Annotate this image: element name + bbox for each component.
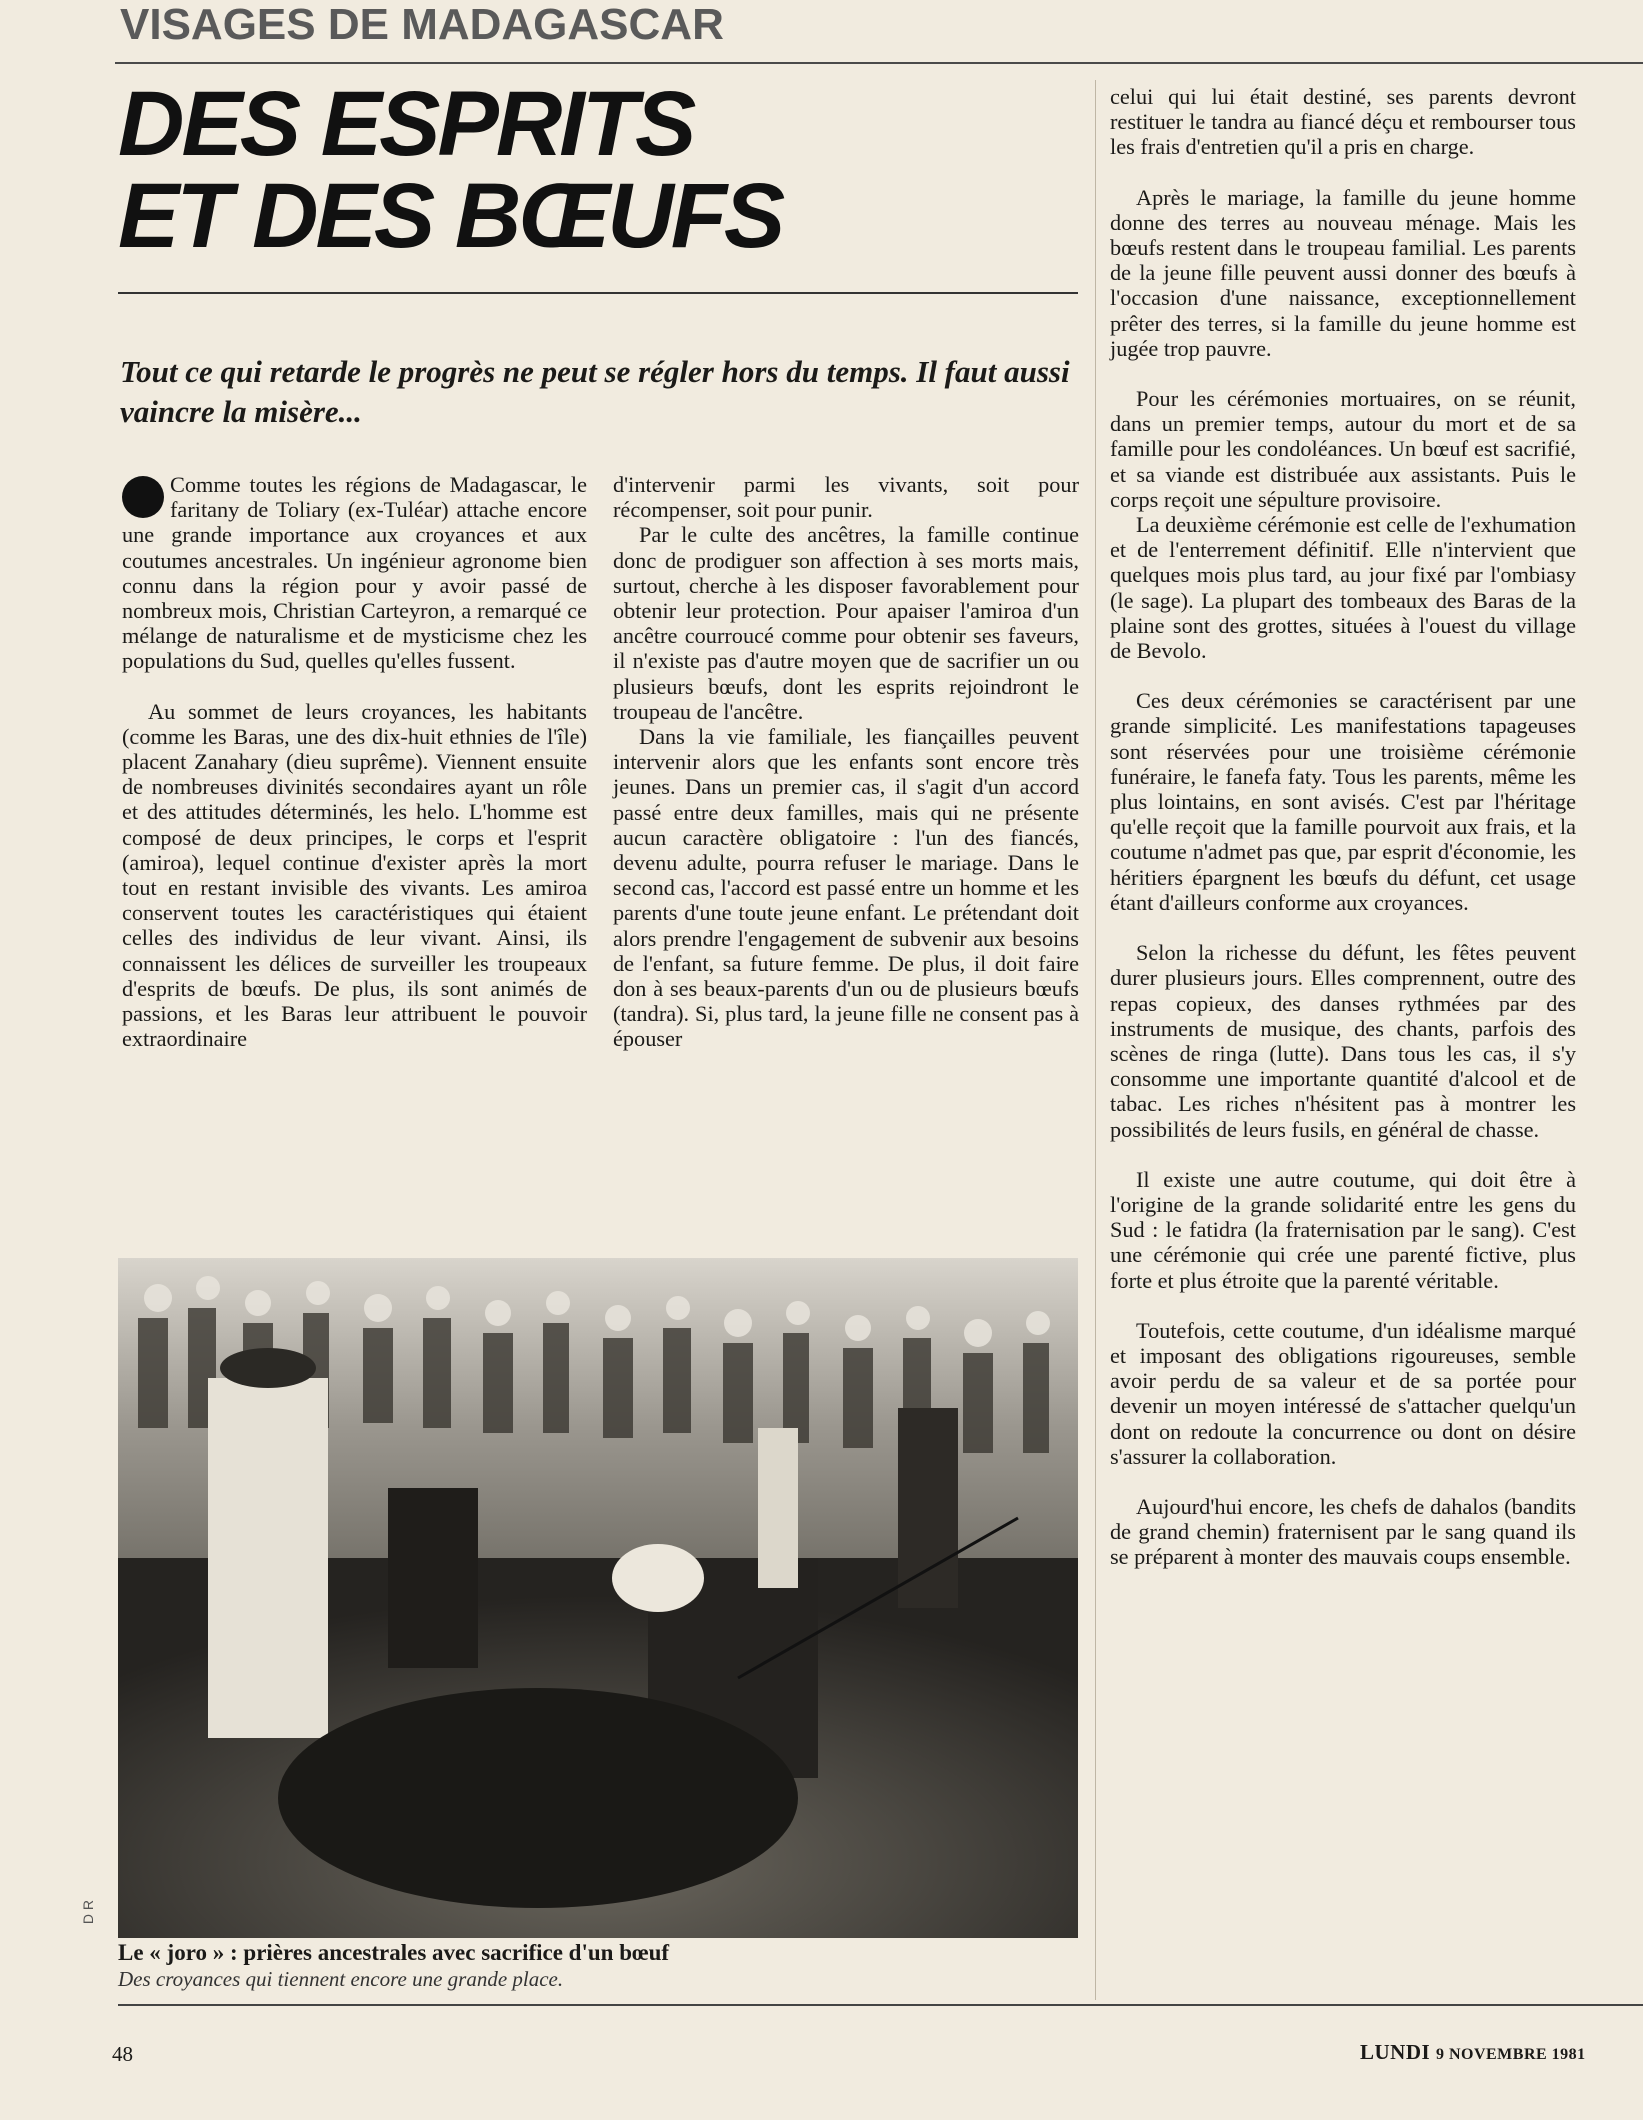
paragraph: La deuxième cérémonie est celle de l'exhumation et de l'enterrement définitif. Elle n'intervient que quelques mois plus tard, au jour fixé par l'ombiasy (le sage). La plupart des tombeaux des Baras de la plaine sont des grottes, situées à l'ouest du village de Bevolo. [1110, 512, 1576, 664]
paragraph: Selon la richesse du défunt, les fêtes peuvent durer plusieurs jours. Elles comprennent, outre des repas copieux, des danses rythmées par des instruments de musique, des chants, parfois des scènes de ringa (lutte). Dans tous les cas, il s'y consomme une importante quantité d'alcool et de tabac. Les riches n'hésitent pas à montrer les possibilités de leurs fusils, en général de chasse. [1110, 940, 1576, 1142]
paragraph [122, 472, 587, 674]
photo-caption: Le « joro » : prières ancestrales avec sacrifice d'un bœuf [118, 1940, 670, 1965]
section-rubric: VISAGES DE MADAGASCAR [120, 0, 724, 49]
issue-date [1360, 2040, 1586, 2065]
article-photo [118, 1258, 1078, 1938]
paragraph: Dans la vie familiale, les fiançailles peuvent intervenir alors que les enfants sont encore très jeunes. Dans un premier cas, il s'agit d'un accord passé entre deux familles, mais qui ne présente aucun caractère obligatoire : l'un des fiancés, devenu adulte, pourra refuser le mariage. Dans le second cas, l'accord est passé entre un homme et les parents d'une toute jeune enfant. Le prétendant doit alors prendre l'engagement de subvenir aux besoins de l'enfant, sa future femme. De plus, il doit faire don à ses beaux-parents d'un ou de plusieurs bœufs (tandra). Si, plus tard, la jeune fille ne consent pas à épouser [613, 724, 1079, 1052]
headline-line-2: ET DES BŒUFS [118, 165, 783, 267]
page-number: 48 [112, 2042, 133, 2066]
headline-line-1: DES ESPRITS [118, 73, 694, 175]
paragraph: celui qui lui était destiné, ses parents devront restituer le tandra au fiancé déçu et rembourser tous les frais d'entretien qu'il a pris en charge. [1110, 84, 1576, 160]
paragraph: Toutefois, cette coutume, d'un idéalisme marqué et imposant des obligations rigoureuses, semble avoir perdu de sa valeur et de sa portée pour devenir un moyen intéressé de s'attacher quelqu'un dont on redoute la concurrence ou dont on désire s'assurer la collaboration. [1110, 1317, 1576, 1469]
paragraph: Par le culte des ancêtres, la famille continue donc de prodiguer son affection à ses morts mais, surtout, cherche à les disposer favorablement pour obtenir leur protection. Pour apaiser l'amiroa d'un ancêtre courroucé comme pour obtenir ses faveurs, il n'existe pas d'autre moyen que de sacrifier un ou plusieurs bœufs, dont les esprits rejoindront le troupeau de l'ancêtre. [613, 522, 1079, 724]
column-separator [1095, 80, 1096, 2000]
article-lede: Tout ce qui retarde le progrès ne peut se régler hors du temps. Il faut aussi vaincre la misère... [120, 354, 1070, 429]
top-rule [115, 62, 1643, 64]
paragraph: Il existe une autre coutume, qui doit être à l'origine de la grande solidarité entre les gens du Sud : le fatidra (la fraternisation par le sang). C'est une cérémonie qui crée une parenté fictive, plus forte et plus étroite que la parenté véritable. [1110, 1166, 1576, 1293]
paragraph: Au sommet de leurs croyances, les habitants (comme les Baras, une des dix-huit ethnies de l'île) placent Zanahary (dieu suprême). Viennent ensuite de nombreuses divinités secondaires ayant un rôle et des attitudes déterminés, les helo. L'homme est composé de deux principes, le corps et l'esprit (amiroa), lequel continue d'exister après la mort tout en restant invisible des vivants. Les amiroa conservent toutes les caractéristiques qui étaient celles des individus de leur vivant. Ainsi, ils connaissent les délices de surveiller les troupeaux d'esprits de bœufs. De plus, ils sont animés de passions, et les Baras leur attribuent le pouvoir extraordinaire [122, 698, 587, 1052]
bullet-icon [122, 476, 164, 518]
column-2 [613, 472, 1079, 1052]
paragraph: Après le mariage, la famille du jeune homme donne des terres au nouveau ménage. Mais les bœufs restent dans le troupeau familial. Les parents de la jeune fille peuvent aussi donner des bœufs à l'occasion d'une naissance, exceptionnellement prêter des terres, si la famille du jeune homme est jugée trop pauvre. [1110, 184, 1576, 361]
article-headline [118, 73, 1098, 267]
photo-credit: D R [80, 1900, 96, 1925]
paragraph: Ces deux cérémonies se caractérisent par une grande simplicité. Les manifestations tapageuses sont réservées pour une troisième cérémonie funéraire, le fanefa faty. Tous les parents, même les plus lointains, en sont avisés. C'est par l'héritage qu'elle reçoit que la famille pourvoit aux frais, et la coutume n'admet pas que, par esprit d'économie, les héritiers épargnent les bœufs du défunt, cet usage étant d'ailleurs conforme aux croyances. [1110, 688, 1576, 915]
issue-date-rest: 9 NOVEMBRE 1981 [1435, 2046, 1586, 2063]
photo-subcaption: Des croyances qui tiennent encore une grande place. [118, 1967, 564, 1991]
headline-rule [118, 292, 1078, 294]
paragraph: Aujourd'hui encore, les chefs de dahalos (bandits de grand chemin) fraternisent par le sang quand ils se préparent à monter des mauvais coups ensemble. [1110, 1493, 1576, 1570]
bottom-rule [118, 2004, 1643, 2006]
column-3 [1110, 84, 1576, 1570]
issue-date-day: LUNDI [1360, 2040, 1431, 2064]
paragraph: d'intervenir parmi les vivants, soit pour récompenser, soit pour punir. [613, 472, 1079, 523]
paragraph: Pour les cérémonies mortuaires, on se réunit, dans un premier temps, autour du mort et de sa famille pour les condoléances. Un bœuf est sacrifié, et sa viande est distribuée aux assistants. Puis le corps reçoit une sépulture provisoire. [1110, 386, 1576, 512]
paragraph-text: Comme toutes les régions de Madagascar, le faritany de Toliary (ex-Tuléar) attache encore une grande importance aux croyances et aux coutumes ancestrales. Un ingénieur agronome bien connu dans la région pour y avoir passé de nombreux mois, Christian Carteyron, a remarqué ce mélange de naturalisme et de mysticisme chez les populations du Sud, quelles qu'elles fussent. [122, 472, 587, 674]
photo-illustration [118, 1258, 1078, 1938]
column-1 [122, 472, 587, 1051]
